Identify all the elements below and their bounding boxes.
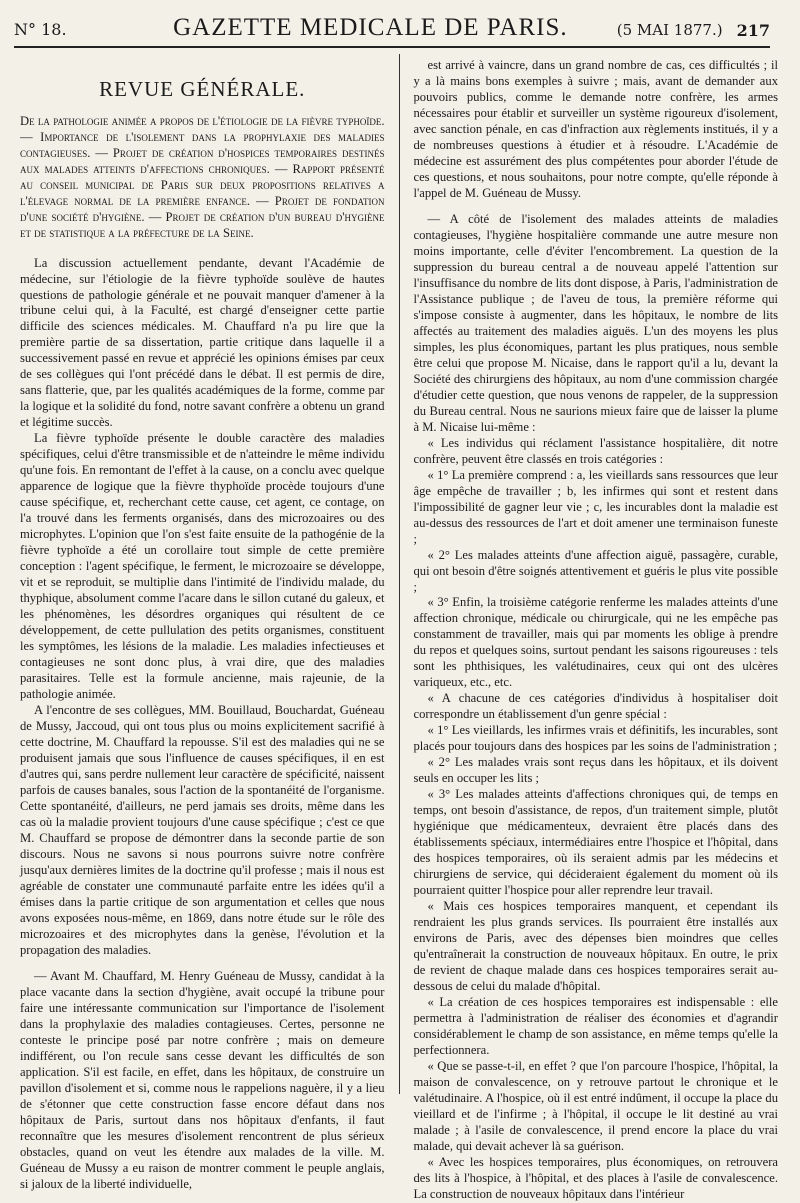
page-header	[14, 14, 770, 48]
right-column	[408, 54, 785, 1201]
journal-title: GAZETTE MEDICALE DE PARIS.	[173, 14, 568, 41]
header-right	[617, 21, 770, 40]
paragraph: La discussion actuellement pendante, devant l'Académie de médecine, sur l'étiologie de la fièvre typhoïde soulève de hautes questions de pathologie générale et ne pouvait manquer d'amener à la tribune celui qui, à la Faculté, est chargé d'enseigner cette partie difficile des sciences médicales. M. Chauffard n'a pu lire que la première partie de sa dissertation, partie critique dans laquelle il a successivement passé en revue et apprécié les opinions émises par ceux de ses collègues qui l'ont précédé dans le débat. Il est permis de dire, sans flatterie, que, par les qualités académiques de la forme, comme par la logique et la solidité du fond, notre savant confrère a obtenu un grand et légitime succès.	[20, 255, 385, 430]
page-number: 217	[736, 21, 770, 40]
paragraph: A l'encontre de ses collègues, MM. Bouillaud, Bouchardat, Guéneau de Mussy, Jaccoud, qui ont tous plus ou moins explicitement sacrifié à cette doctrine, M. Chauffard la repousse. S'il est des maladies qui ne se produisent jamais que sous l'influence de causes spécifiques, il en est d'autres qui, sans perdre nullement leur caractère de spécificité, naissent parfois de causes banales, sous l'action de la spontanéité de l'organisme. Cette spontanéité, d'ailleurs, ne perd jamais ses droits, même dans les cas où la maladie provient toujours d'une cause spécifique ; c'est ce que M. Chauffard se propose de démontrer dans la seconde partie de son discours. Nous ne savons si nous pourrons suivre notre confrère jusqu'aux dernières limites de la doctrine qu'il professe ; mais il nous est agréable de constater une communauté parfaite entre les idées qu'il a émises dans la partie critique de son argumentation et celles que nous avons exposées nous-même, en 1869, dans notre étude sur le rôle des microzoaires et des microphytes dans la genèse, l'évolution et la propagation des maladies.	[20, 703, 385, 957]
quote-paragraph: « 3° Les malades atteints d'affections chroniques qui, de temps en temps, ont besoin d'assistance, de repos, d'un traitement simple, plutôt hygiénique que médicamenteux, devraient être placés dans des établissements spéciaux, intermédiaires entre l'hospice et l'hôpital, dans des hospices temporaires, où ils seraient admis par les médecins et chirurgiens de service, qui décideraient également du moment où ils pourraient quitter l'hospice pour aller reprendre leur travail.	[413, 787, 778, 898]
column-divider	[399, 54, 400, 1094]
section-title: REVUE GÉNÉRALE.	[99, 77, 306, 101]
paragraph: — Avant M. Chauffard, M. Henry Guéneau de Mussy, candidat à la place vacante dans la section d'hygiène, avait occupé la tribune pour faire une intéressante communication sur l'importance de l'isolement dans la prophylaxie des maladies contagieuses. Certes, personne ne conteste le principe posé par notre confrère ; mais on demeure indifférent, ou l'on recule sans cesse devant les difficultés de son application. S'il est facile, en effet, dans les hôpitaux, de construire un pavillon d'isolement et si, comme nous le rappelions naguère, il y a lieu de s'étonner que cette construction fasse encore défaut dans nos hôpitaux de Paris, surtout dans nos hôpitaux d'enfants, il faut reconnaître que les mesures d'isolement rencontrent de plus sérieux obstacles, quand on veut les étendre aux malades de la ville. M. Guéneau de Mussy a eu raison de montrer comment le peuple anglais, si jaloux de la liberté individuelle,	[20, 968, 385, 1191]
quote-paragraph: « 1° La première comprend : a, les vieillards sans ressources que leur âge empêche de travailler ; b, les infirmes qui sont et restent dans l'impossibilité de gagner leur vie ; c, les incurables dont la maladie est au-dessus des ressources de l'art et doit amener une terminaison funeste ;	[413, 467, 778, 546]
quote-paragraph: « 3° Enfin, la troisième catégorie renferme les malades atteints d'une affection chronique, médicale ou chirurgicale, qui ne les empêche pas constamment de travailler, mais qui par moments les oblige à prendre du repos et quelques soins, surtout pendant les saisons rigoureuses : tels sont les phthisiques, les valétudinaires, ceux qui ont des ulcères variqueux, etc., etc.	[413, 595, 778, 690]
issue-date: (5 MAI 1877.)	[616, 21, 723, 39]
quote-paragraph: « Mais ces hospices temporaires manquent, et cependant ils rendraient les plus grands services. Ils pourraient être installés aux environs de Paris, avec des dépenses bien moindres que celles qu'entraînerait la construction de nouveaux hôpitaux. En outre, le prix de revient de chaque malade dans ces hospices temporaires serait au-dessous de celui du malade d'hôpital.	[413, 899, 778, 994]
quote-paragraph: « Avec les hospices temporaires, plus économiques, on retrouvera des lits à l'hospice, à l'hôpital, et des places à l'asile de convalescence. La construction de nouveaux hôpitaux dans l'intérieur	[413, 1154, 778, 1201]
quote-paragraph: « A chacune de ces catégories d'individus à hospitaliser doit correspondre un établissement d'un genre spécial :	[413, 691, 778, 722]
section-summary: De la pathologie animée a propos de l'étiologie de la fièvre typhoïde. — Importance de l'isolement dans la prophylaxie des maladies contagieuses. — Projet de création d'hospices temporaires destinés aux malades atteints d'affections chroniques. — Rapport présenté au conseil municipal de Paris sur deux propositions relatives a l'élevage normal de la première enfance. — Projet de fondation d'une société d'hygiène. — Projet de création d'un bureau d'hygiène et de statistique a la préfecture de la Seine.	[20, 113, 385, 241]
quote-paragraph: « Que se passe-t-il, en effet ? que l'on parcoure l'hospice, l'hôpital, la maison de convalescence, on y retrouve partout le chronique et le valétudinaire. A l'hospice, où il est entré indûment, il occupe la place du vieillard et de l'infirme ; à l'hôpital, il occupe le lit destiné au vrai malade ; à l'asile de convalescence, il prend encore la place du vrai malade, qui devait achever là sa guérison.	[413, 1059, 778, 1153]
quote-paragraph: « 2° Les malades atteints d'une affection aiguë, passagère, curable, qui ont besoin d'être soignés attentivement et guéris le plus vite possible ;	[413, 547, 778, 594]
paragraph: — A côté de l'isolement des malades atteints de maladies contagieuses, l'hygiène hospitalière commande une autre mesure non moins importante, celle d'éviter l'encombrement. La question de la suppression du bureau central a de nouveau appelé l'attention sur l'insuffisance du nombre de lits dont dispose, à Paris, l'administration de l'Assistance publique ; de l'aveu de tous, la première réforme qui s'impose consiste à augmenter, dans les hôpitaux, le nombre de lits affectés au traitement des maladies aiguës. L'un des moyens les plus simples, les plus économiques, partant les plus pratiques, nous semble être celui que propose M. Nicaise, dans le rapport qu'il a lu, devant la Société des chirurgiens des hôpitaux, au nom d'une commission chargée d'étudier cette question, que nous venons de rappeler, de la suppression du Bureau central. Nous ne saurions mieux faire que de laisser la plume à M. Nicaise lui-même :	[413, 211, 778, 434]
quote-paragraph: « 1° Les vieillards, les infirmes vrais et définitifs, les incurables, sont placés pour toujours dans des hospices par les soins de l'administration ;	[413, 723, 778, 754]
quote-paragraph: « La création de ces hospices temporaires est indispensable : elle permettra à l'administration de réaliser des économies et d'agrandir considérablement le champ de son assistance, en même temps qu'elle la perfectionnera.	[413, 995, 778, 1058]
issue-number: N° 18.	[14, 20, 67, 39]
left-column	[14, 54, 391, 1191]
text-columns	[14, 54, 784, 1201]
quote-paragraph: « 2° Les malades vrais sont reçus dans les hôpitaux, et ils doivent seuls en occuper les lits ;	[413, 755, 778, 786]
paragraph: La fièvre typhoïde présente le double caractère des maladies spécifiques, celui d'être transmissible et de n'atteindre le même individu qu'une fois. En remontant de l'effet à la cause, on a conclu avec quelque apparence de logique que la fièvre thyphoïde procède toujours d'une cause spécifique, et, recherchant cette cause, cet agent, ce contage, on l'a trouvé dans les ferments organisés, dans des microzoaires ou des microphytes. L'opinion que l'on s'est faite ensuite de la pathogénie de la fièvre typhoïde a été un corollaire tout simple de cette première conception : l'agent spécifique, le ferment, le microzoaire se développe, vit et se reproduit, se multiplie dans l'intimité de l'individu malade, du thyphique, absolument comme l'acare dans le sillon cutané du galeux, et les phénomènes, les désordres organiques qui résultent de ce développement, de cette pullulation des petits organismes, constituent les symptômes, les lésions de la maladie. Les maladies infectieuses et contagieuses ne sont donc plus, à vrai dire, que des maladies parasitaires. Telle est la formule ancienne, mais rajeunie, de la pathologie animée.	[20, 431, 385, 702]
paragraph: est arrivé à vaincre, dans un grand nombre de cas, ces difficultés ; il y a là mains bons exemples à suivre ; mais, avant de demander aux pouvoirs publics, comme le demande notre confrère, les armes nécessaires pour établir et surveiller un système rigoureux d'isolement, avec sanction pénale, en cas d'infraction aux règlements institués, il y a de nombreuses questions à étudier et à résoudre. L'Académie de médecine est assurément des plus compétentes pour aborder l'étude de ces questions, et nous souhaitons, pour notre compte, qu'elle réponde à l'appel de M. Guéneau de Mussy.	[413, 58, 778, 200]
quote-paragraph: « Les individus qui réclament l'assistance hospitalière, dit notre confrère, peuvent être classés en trois catégories :	[413, 435, 778, 466]
